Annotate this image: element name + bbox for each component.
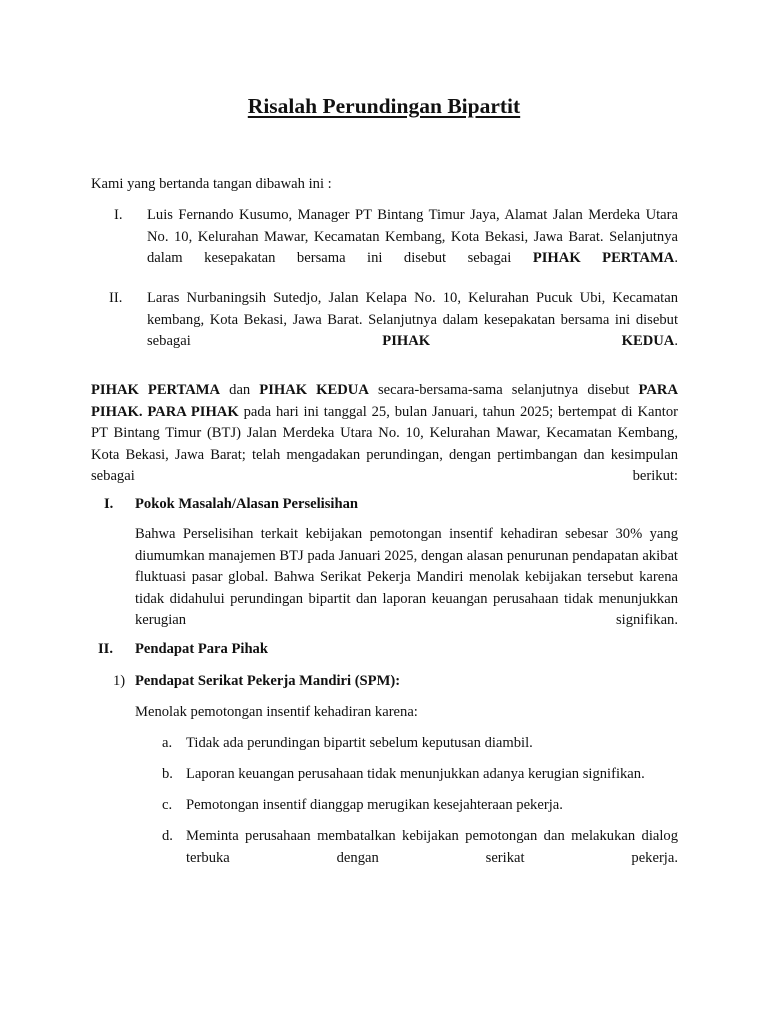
section-2-number: II. [98, 641, 114, 657]
summary-para-pihak: PARA PIHAK. PARA PIHAK [91, 382, 678, 420]
party-2-role: PIHAK KEDUA [382, 333, 675, 349]
intro-text: Kami yang bertanda tangan dibawah ini : [91, 176, 332, 192]
party-2-number: II. [109, 290, 123, 306]
party-1-description: Luis Fernando Kusumo, Manager PT Bintang Timur Jaya, Alamat Jalan Merdeka Utara No. 10, Kelurahan Mawar, Kecamatan Kembang, Kota Bekasi, Jawa Barat. Selanjutnya dalam kesepakatan bersama ini disebut sebagai [147, 207, 678, 266]
item-c-text: Pemotongan insentif dianggap merugikan kesejahteraan pekerja. [186, 797, 563, 813]
summary-text-2: secara-bersama-sama selanjutnya disebut [368, 382, 639, 398]
item-b-letter: b. [162, 766, 173, 782]
subsection-1-lead: Menolak pemotongan insentif kehadiran karena: [135, 704, 418, 720]
party-1-role: PIHAK PERTAMA [532, 250, 675, 266]
summary-pihak-pertama: PIHAK PERTAMA [91, 382, 221, 398]
section-1-number: I. [104, 496, 114, 512]
item-a-text: Tidak ada perundingan bipartit sebelum keputusan diambil. [186, 735, 533, 751]
item-a-letter: a. [162, 735, 173, 751]
party-2-description: Laras Nurbaningsih Sutedjo, Jalan Kelapa No. 10, Kelurahan Pucuk Ubi, Kecamatan kembang, Kota Bekasi, Jawa Barat. Selanjutnya dalam kesepakatan bersama ini disebut sebagai [147, 290, 678, 349]
item-c-letter: c. [162, 797, 173, 813]
item-b-text: Laporan keuangan perusahaan tidak menunjukkan adanya kerugian signifikan. [186, 766, 645, 782]
section-1-body: Bahwa Perselisihan terkait kebijakan pemotongan insentif kehadiran sebesar 30% yang diumumkan manajemen BTJ pada Januari 2025, dengan alasan penurunan pendapatan akibat fluktuasi pasar global. Bahwa Serikat Pekerja Mandiri menolak kebijakan tersebut karena tidak didahului perundingan bipartit dan laporan keuangan perusahaan tidak menunjukkan kerugian signifikan. [135, 526, 678, 628]
summary-paragraph [91, 380, 678, 509]
party-1-end: . [674, 250, 678, 266]
item-d-letter: d. [162, 828, 173, 844]
summary-text-3: pada hari ini tanggal 25, bulan Januari, tahun 2025; bertempat di Kantor PT Bintang Timur (BTJ) Jalan Merdeka Utara No. 10, Kelurahan Mawar, Kecamatan Kembang, Kota Bekasi, Jawa Barat; telah mengadakan perundingan, dengan pertimbangan dan kesimpulan sebagai berikut: [91, 403, 678, 484]
party-1-number: I. [114, 207, 123, 223]
party-1-text [147, 205, 678, 291]
section-1-heading: Pokok Masalah/Alasan Perselisihan [135, 496, 358, 512]
summary-pihak-kedua: PIHAK KEDUA [259, 382, 369, 398]
subsection-1-heading: Pendapat Serikat Pekerja Mandiri (SPM): [135, 673, 401, 689]
document-title: Risalah Perundingan Bipartit [247, 94, 521, 118]
summary-text-1: dan [220, 382, 260, 398]
party-2-text [147, 288, 678, 374]
subsection-1-number: 1) [113, 673, 126, 689]
party-2-end: . [674, 333, 678, 349]
item-d-text: Meminta perusahaan membatalkan kebijakan pemotongan dan melakukan dialog terbuka dengan serikat pekerja. [186, 828, 678, 866]
section-2-heading: Pendapat Para Pihak [135, 641, 268, 657]
